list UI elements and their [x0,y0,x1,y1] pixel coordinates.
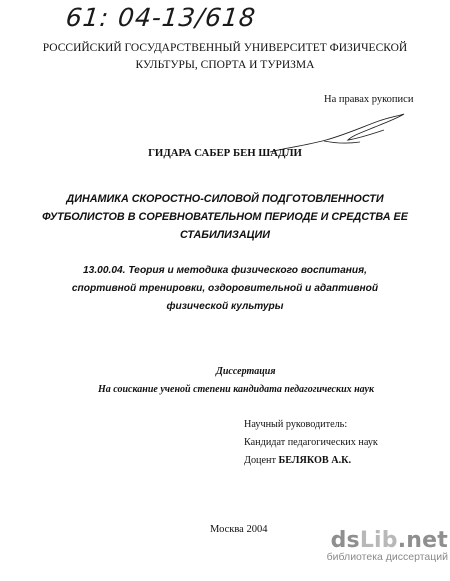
catalog-stamp: 61: 04-13/618 [64,3,258,32]
author-name: ГИДАРА САБЕР БЕН ШАДЛИ [148,147,302,159]
logo-lib: Lib [359,528,398,553]
supervisor-name: БЕЛЯКОВ А.К. [278,455,352,466]
dslib-logo [318,528,448,553]
university-line-1: РОССИЙСКИЙ ГОСУДАРСТВЕННЫЙ УНИВЕРСИТЕТ ФИЗИЧЕСКОЙ [42,42,408,54]
manuscript-note: На правах рукописи [324,94,414,105]
specialty-line-3: физической культуры [166,301,284,312]
logo-ds: ds [330,528,360,553]
specialty-line-1: 13.00.04. Теория и методика физического воспитания, [83,265,367,276]
title-line-2: ФУТБОЛИСТОВ В СОРЕВНОВАТЕЛЬНОМ ПЕРИОДЕ И СРЕДСТВА ЕЕ [42,211,408,223]
city-year: Москва 2004 [210,524,268,535]
dissertation-label: Диссертация [216,366,276,377]
supervisor-position: Доцент [244,455,276,466]
supervisor-role: Научный руководитель: [244,419,348,430]
dslib-watermark [318,528,448,563]
supervisor-degree: Кандидат педагогических наук [244,437,378,448]
supervisor-line [244,452,351,470]
degree-line: На соискание ученой степени кандидата педагогических наук [98,384,375,395]
title-line-3: СТАБИЛИЗАЦИИ [179,229,271,241]
watermark-subtitle: библиотека диссертаций [326,551,448,563]
university-line-2: КУЛЬТУРЫ, СПОРТА И ТУРИЗМА [135,59,315,71]
logo-net: .net [397,528,448,553]
specialty-line-2: спортивной тренировки, оздоровительной и адаптивной [71,283,379,294]
title-line-1: ДИНАМИКА СКОРОСТНО-СИЛОВОЙ ПОДГОТОВЛЕННОСТИ [66,193,384,205]
